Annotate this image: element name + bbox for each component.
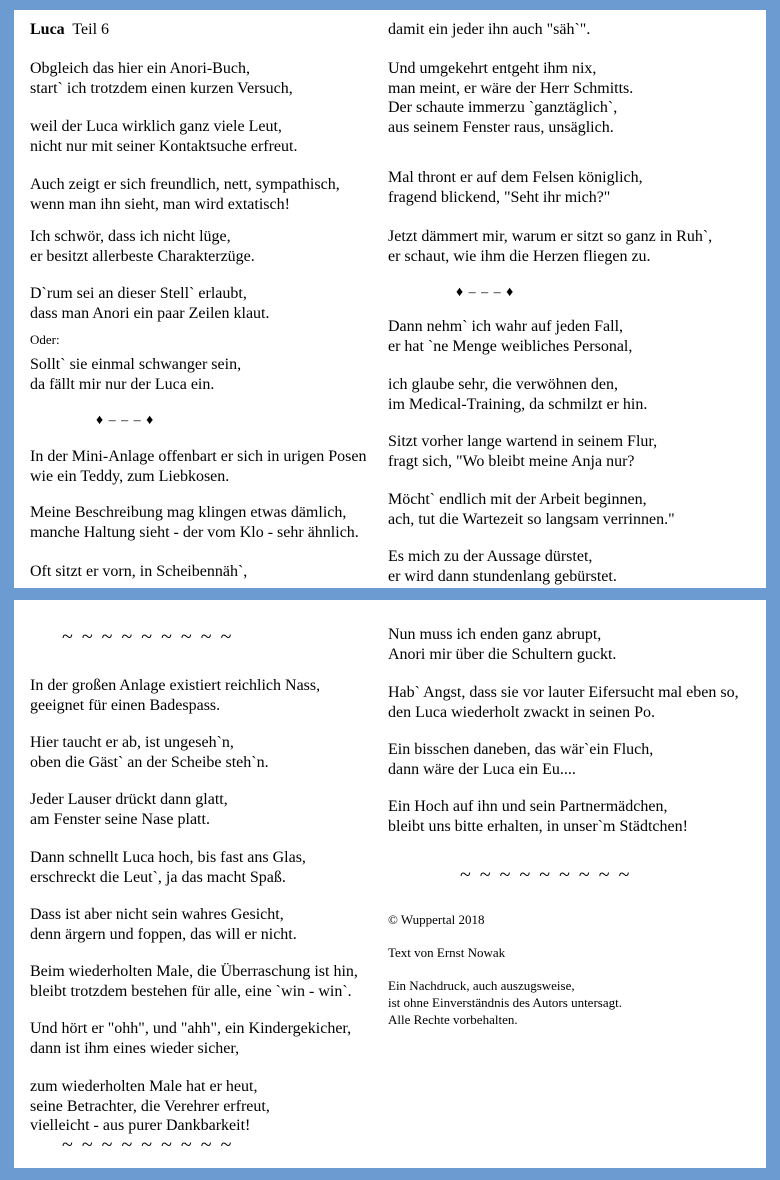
verse-line: Und umgekehrt entgeht ihm nix,	[388, 60, 597, 77]
verse-line: Möcht` endlich mit der Arbeit beginnen,	[388, 491, 647, 508]
verse-line: denn ärgern und foppen, das will er nicht.	[30, 925, 297, 943]
oder-label: Oder:	[30, 332, 60, 347]
stanza	[388, 168, 643, 207]
stanza	[388, 625, 616, 664]
verse-line: dann wäre der Luca ein Eu....	[388, 760, 576, 778]
stanza	[388, 432, 657, 471]
stanza	[388, 20, 590, 40]
verse-line: Jetzt dämmert mir, warum er sitzt so ganz in Ruh`,	[388, 228, 713, 245]
verse-line: Dann nehm` ich wahr auf jeden Fall,	[388, 318, 624, 335]
verse-line: bleibt trotzdem bestehen für alle, eine `win - win`.	[30, 982, 352, 1000]
tilde-separator: ~ ~ ~ ~ ~ ~ ~ ~ ~	[62, 626, 234, 648]
title	[30, 20, 109, 40]
verse-line: Hab` Angst, dass sie vor lauter Eifersucht mal eben so,	[388, 684, 739, 701]
verse-line: vielleicht - aus purer Dankbarkeit!	[30, 1117, 251, 1134]
verse-line: Beim wiederholten Male, die Überraschung ist hin,	[30, 963, 358, 980]
stanza	[388, 683, 739, 722]
diamond-separator: ♦ – – – ♦	[96, 413, 155, 428]
verse-line: Ein Hoch auf ihn und sein Partnermädchen,	[388, 798, 668, 815]
verse-line: In der großen Anlage existiert reichlich Nass,	[30, 677, 321, 694]
stanza	[30, 503, 359, 542]
verse-line: er schaut, wie ihm die Herzen fliegen zu.	[388, 247, 651, 265]
verse-line: Meine Beschreibung mag klingen etwas dämlich,	[30, 504, 347, 521]
verse-line: Jeder Lauser drückt dann glatt,	[30, 791, 228, 808]
verse-line: im Medical-Training, da schmilzt er hin.	[388, 395, 648, 413]
author-credit: Text von Ernst Nowak	[388, 945, 506, 960]
copyright: © Wuppertal 2018	[388, 912, 485, 927]
verse-line: Sitzt vorher lange wartend in seinem Flur,	[388, 433, 658, 450]
verse-line: erschreckt die Leut`, ja das macht Spaß.	[30, 868, 286, 886]
stanza	[30, 117, 297, 156]
verse-line: In der Mini-Anlage offenbart er sich in urigen Posen	[30, 448, 367, 465]
verse-line: bleibt uns bitte erhalten, in unser`m Städtchen!	[388, 817, 688, 835]
stanza	[388, 227, 712, 266]
verse-line: er besitzt allerbeste Charakterzüge.	[30, 247, 255, 265]
verse-line: fragend blickend, "Seht ihr mich?"	[388, 188, 611, 206]
stanza	[388, 490, 675, 529]
stanza	[30, 962, 358, 1001]
stanza	[30, 447, 367, 486]
verse-line: Ein bisschen daneben, das wär`ein Fluch,	[388, 741, 654, 758]
stanza	[388, 740, 653, 779]
verse-line: ach, tut die Wartezeit so langsam verrinnen."	[388, 510, 675, 528]
verse-line: geeignet für einen Badespass.	[30, 696, 221, 714]
notice-line: ist ohne Einverständnis des Autors untersagt.	[388, 995, 622, 1010]
verse-line: Es mich zu der Aussage dürstet,	[388, 548, 593, 565]
stanza	[30, 59, 293, 98]
stanza	[388, 59, 633, 137]
top-page-panel	[14, 10, 766, 588]
verse-line: Dann schnellt Luca hoch, bis fast ans Glas,	[30, 849, 306, 866]
verse-line: nicht nur mit seiner Kontaktsuche erfreut.	[30, 137, 298, 155]
verse-line: Oft sitzt er vorn, in Scheibennäh`,	[30, 563, 248, 580]
notice-line: Alle Rechte vorbehalten.	[388, 1012, 518, 1027]
verse-line: man meint, er wäre der Herr Schmitts.	[388, 79, 634, 97]
title-bold: Luca	[30, 21, 65, 38]
verse-line: ich glaube sehr, die verwöhnen den,	[388, 376, 618, 393]
verse-line: seine Betrachter, die Verehrer erfreut,	[30, 1097, 270, 1115]
stanza	[388, 375, 647, 414]
verse-line: Und hört er "ohh", und "ahh", ein Kindergekicher,	[30, 1020, 352, 1037]
stanza	[30, 733, 269, 772]
verse-line: Sollt` sie einmal schwanger sein,	[30, 356, 242, 373]
verse-line: am Fenster seine Nase platt.	[30, 810, 210, 828]
verse-line: D`rum sei an dieser Stell` erlaubt,	[30, 285, 247, 302]
verse-line: Nun muss ich enden ganz abrupt,	[388, 626, 602, 643]
verse-line: Anori mir über die Schultern guckt.	[388, 645, 617, 663]
stanza	[30, 676, 320, 715]
stanza	[30, 562, 247, 582]
verse-line: Hier taucht er ab, ist ungeseh`n,	[30, 734, 234, 751]
verse-line: da fällt mir nur der Luca ein.	[30, 375, 215, 393]
stanza	[388, 797, 688, 836]
verse-line: fragt sich, "Wo bleibt meine Anja nur?	[388, 452, 635, 470]
verse-line: aus seinem Fenster raus, unsäglich.	[388, 118, 614, 136]
verse-line: den Luca wiederholt zwackt in seinen Po.	[388, 703, 656, 721]
verse-line: wie ein Teddy, zum Liebkosen.	[30, 467, 230, 485]
tilde-separator: ~ ~ ~ ~ ~ ~ ~ ~ ~	[62, 1134, 234, 1156]
verse-line: Auch zeigt er sich freundlich, nett, sympathisch,	[30, 176, 340, 193]
stanza	[388, 317, 632, 356]
stanza	[30, 1077, 270, 1136]
verse-line: manche Haltung sieht - der vom Klo - sehr ähnlich.	[30, 523, 359, 541]
stanza	[30, 227, 255, 266]
verse-line: Der schaute immerzu `ganztäglich`,	[388, 99, 618, 116]
stanza	[30, 284, 269, 323]
notice-line: Ein Nachdruck, auch auszugsweise,	[388, 978, 575, 993]
verse-line: Dass ist aber nicht sein wahres Gesicht,	[30, 906, 284, 923]
verse-line: zum wiederholten Male hat er heut,	[30, 1078, 258, 1095]
stanza	[30, 175, 340, 214]
verse-line: start` ich trotzdem einen kurzen Versuch,	[30, 79, 293, 97]
verse-line: wenn man ihn sieht, man wird extatisch!	[30, 195, 290, 213]
verse-line: Mal thront er auf dem Felsen königlich,	[388, 169, 643, 186]
stanza	[30, 790, 228, 829]
verse-line: dann ist ihm eines wieder sicher,	[30, 1039, 240, 1057]
verse-line: weil der Luca wirklich ganz viele Leut,	[30, 118, 282, 135]
diamond-separator: ♦ – – – ♦	[456, 285, 515, 300]
verse-line: Ich schwör, dass ich nicht lüge,	[30, 228, 231, 245]
stanza	[30, 848, 306, 887]
stanza	[388, 547, 617, 586]
stanza	[30, 355, 241, 394]
tilde-separator: ~ ~ ~ ~ ~ ~ ~ ~ ~	[460, 864, 632, 886]
copyright-notice	[388, 977, 622, 1028]
verse-line: dass man Anori ein paar Zeilen klaut.	[30, 304, 270, 322]
stanza	[30, 1019, 351, 1058]
verse-line: er hat `ne Menge weibliches Personal,	[388, 337, 633, 355]
bottom-page-panel	[14, 600, 766, 1168]
stanza	[30, 905, 297, 944]
verse-line: er wird dann stundenlang gebürstet.	[388, 567, 617, 585]
verse-line: oben die Gäst` an der Scheibe steh`n.	[30, 753, 269, 771]
title-part: Teil 6	[72, 21, 110, 38]
verse-line: Obgleich das hier ein Anori-Buch,	[30, 60, 250, 77]
verse-line: damit ein jeder ihn auch "säh`".	[388, 21, 591, 38]
